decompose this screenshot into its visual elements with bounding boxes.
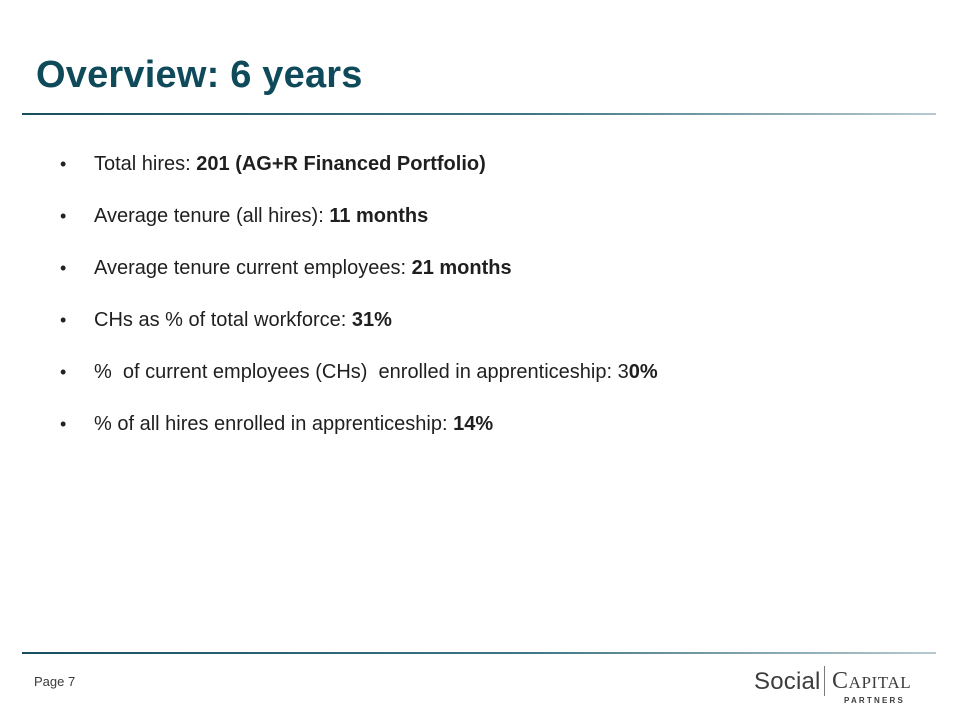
bullet-item-average-tenure-all [60,192,920,244]
bullet-icon: • [60,258,67,278]
logo-word-capital: Capital [832,668,912,694]
bullet-icon: • [60,206,67,226]
bullet-icon: • [60,310,67,330]
slide-title: Overview: 6 years [36,54,363,96]
bullet-value: 21 months [411,257,512,279]
page-number: Page 7 [34,674,76,689]
bullet-item-all-hires-apprenticeship [60,400,920,452]
bullet-value: 0% [628,361,658,383]
logo-tagline: PARTNERS [844,696,906,705]
bullet-value: 14% [453,413,494,435]
bullet-value: 11 months [329,205,429,227]
bullet-icon: • [60,362,67,382]
bullet-item-average-tenure-current [60,244,920,296]
bullet-item-current-apprenticeship [60,348,920,400]
bullet-label: Total hires: [94,153,197,175]
logo-divider [824,666,825,696]
bullet-item-chs-workforce [60,296,920,348]
bullet-value: 31% [351,309,392,331]
bullet-label: CHs as % of total workforce: [94,309,352,331]
bullet-icon: • [60,154,67,174]
logo-word-social: Social [754,668,821,695]
bullet-label: Average tenure current employees: [94,257,412,279]
bullet-item-total-hires [60,140,920,192]
bullet-label: % of current employees (CHs) enrolled in apprenticeship: 3 [94,361,629,383]
bullet-list [60,140,920,452]
bullet-value: 201 (AG+R Financed Portfolio) [196,153,486,175]
bullet-icon: • [60,414,67,434]
bullet-label: % of all hires enrolled in apprenticeship: [94,413,454,435]
title-divider-line [22,113,936,115]
footer-divider-line [22,652,936,654]
bullet-label: Average tenure (all hires): [94,205,330,227]
social-capital-partners-logo [754,664,934,708]
